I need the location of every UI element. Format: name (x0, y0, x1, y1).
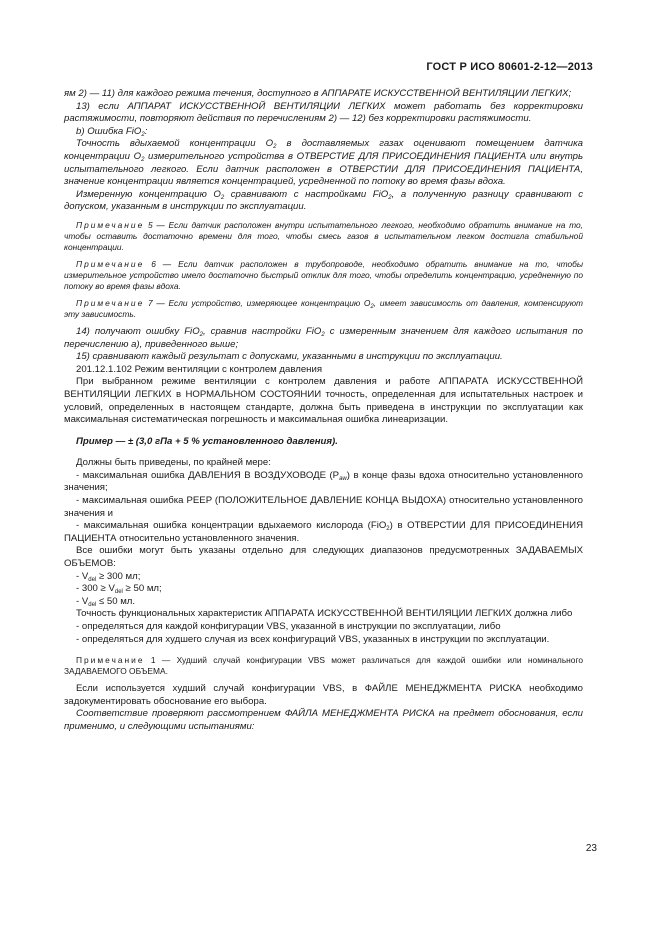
list-item: - определяться для каждой конфигурации VBS, указанной в инструкции по эксплуатации, либо (76, 621, 501, 632)
note: Примечание 1 — Худший случай конфигурации VBS может различаться для каждой ошибки или номинального ЗАДАВАЕМОГО ОБЪЕМА. (64, 655, 583, 677)
paragraph: Точность вдыхаемой концентрации $O_2$ в доставляемых газах оценивают помещением датчика концентрации $O_2$ измерительного устройства в ОТВЕРСТИЕ ДЛЯ ПРИСОЕДИНЕНИЯ ПАЦИЕНТА или внутрь испытательного легкого. Если датчик расположен в ОТВЕРСТИИ ДЛЯ ПРИСОЕДИНЕНИЯ ПАЦИЕНТА, значение концентрации является концентрацией, усредненной по потоку во время фазы вдоха. (64, 138, 583, 188)
list-item: - максимальная ошибка PEEP (ПОЛОЖИТЕЛЬНОЕ ДАВЛЕНИЕ КОНЦА ВЫДОХА) относительно установленного значения и (64, 495, 583, 519)
note: Примечание 7 — Если устройство, измеряющее концентрацию $O_2$, имеет зависимость от давления, компенсируют эту зависимость. (64, 297, 584, 319)
paragraph: Соответствие проверяют рассмотрением ФАЙЛА МЕНЕДЖМЕНТА РИСКА на предмет обоснования, если применимо, и следующими испытаниями: (64, 708, 583, 732)
page-number: 23 (585, 843, 597, 854)
list-item: - $V_{del} \ge 300$ мл; (76, 570, 141, 583)
note: Примечание 5 — Если датчик расположен внутри испытательного легкого, необходимо обратить внимание на то, чтобы оставить достаточно времени для того, чтобы смесь газов в испытательном легком достигла стабильной концентрации. (64, 219, 583, 252)
list-item: - $300 \ge V_{del} \ge 50$ мл; (76, 583, 162, 596)
list-item: - максимальная ошибка концентрации вдыхаемого кислорода (FiO$_2$) в ОТВЕРСТИИ ДЛЯ ПРИСОЕДИНЕНИЯ ПАЦИЕНТА относительно установленного значения. (64, 520, 583, 544)
document-body (64, 88, 583, 734)
section-heading: 201.12.1.102 Режим вентиляции с контролем давления (76, 363, 323, 375)
list-item: - максимальная ошибка ДАВЛЕНИЯ В ВОЗДУХОВОДЕ $(P_{aw})$ в конце фазы вдоха относительно установленного значения; (64, 469, 583, 494)
paragraph: 15) сравнивают каждый результат с допусками, указанными в инструкции по эксплуатации. (76, 351, 503, 363)
document-header: ГОСТ Р ИСО 80601-2-12—2013 (426, 61, 593, 73)
paragraph: Измеренную концентрацию $O_2$ сравнивают с настройками FiO$_2$, а полученную разницу сравнивают с допуском, указанным в инструкции по эксплуатации. (64, 188, 584, 213)
paragraph: 14) получают ошибку FiO$_2$, сравнив настройки FiO$_2$ с измеренным значением для каждого испытания по перечислению а), приведенного выше; (64, 325, 583, 350)
list-item: - определяться для худшего случая из всех конфигураций VBS, указанных в инструкции по эксплуатации. (76, 633, 550, 645)
example: Пример — ± (3,0 гПа + 5 % установленного давления). (76, 435, 338, 447)
paragraph: ям 2) — 11) для каждого режима течения, доступного в АППАРАТЕ ИСКУССТВЕННОЙ ВЕНТИЛЯЦИИ ЛЕГКИХ; (64, 88, 572, 99)
note: Примечание 6 — Если датчик расположен в трубопроводе, необходимо обратить внимание на то, чтобы измерительное устройство имело достаточно быстрый отклик для того, чтобы определить концентрацию, усредненную по потоку во время фазы вдоха. (64, 258, 583, 291)
list-item: - $V_{del} \le 50$ мл. (76, 595, 136, 608)
paragraph: Должны быть приведены, по крайней мере: (76, 457, 271, 469)
paragraph: Все ошибки могут быть указаны отдельно для следующих диапазонов предусмотренных ЗАДАВАЕМЫХ ОБЪЕМОВ: (64, 545, 583, 570)
paragraph: b) Ошибка FiO$_2$: (76, 125, 148, 138)
paragraph: Если используется худший случай конфигурации VBS, в ФАЙЛЕ МЕНЕДЖМЕНТА РИСКА необходимо задокументировать обоснование его выбора. (64, 683, 583, 707)
paragraph: Точность функциональных характеристик АППАРАТА ИСКУССТВЕННОЙ ВЕНТИЛЯЦИИ ЛЕГКИХ должна либо (76, 608, 573, 620)
paragraph: 13) если АППАРАТ ИСКУССТВЕННОЙ ВЕНТИЛЯЦИИ ЛЕГКИХ может работать без корректировки растяжимости, повторяют действия по перечислениям 2) — 12) без корректировки растяжимости. (64, 100, 583, 125)
paragraph: При выбранном режиме вентиляции с контролем давления и работе АППАРАТА ИСКУССТВЕННОЙ ВЕНТИЛЯЦИИ ЛЕГКИХ в НОРМАЛЬНОМ СОСТОЯНИИ точность, определенная для испытательных настроек и условий, определенных в настоящем стандарте, должна быть приведена в инструкции по эксплуатации как максимальная систематическая погрешность и максимальная ошибка линеаризации. (64, 376, 583, 426)
